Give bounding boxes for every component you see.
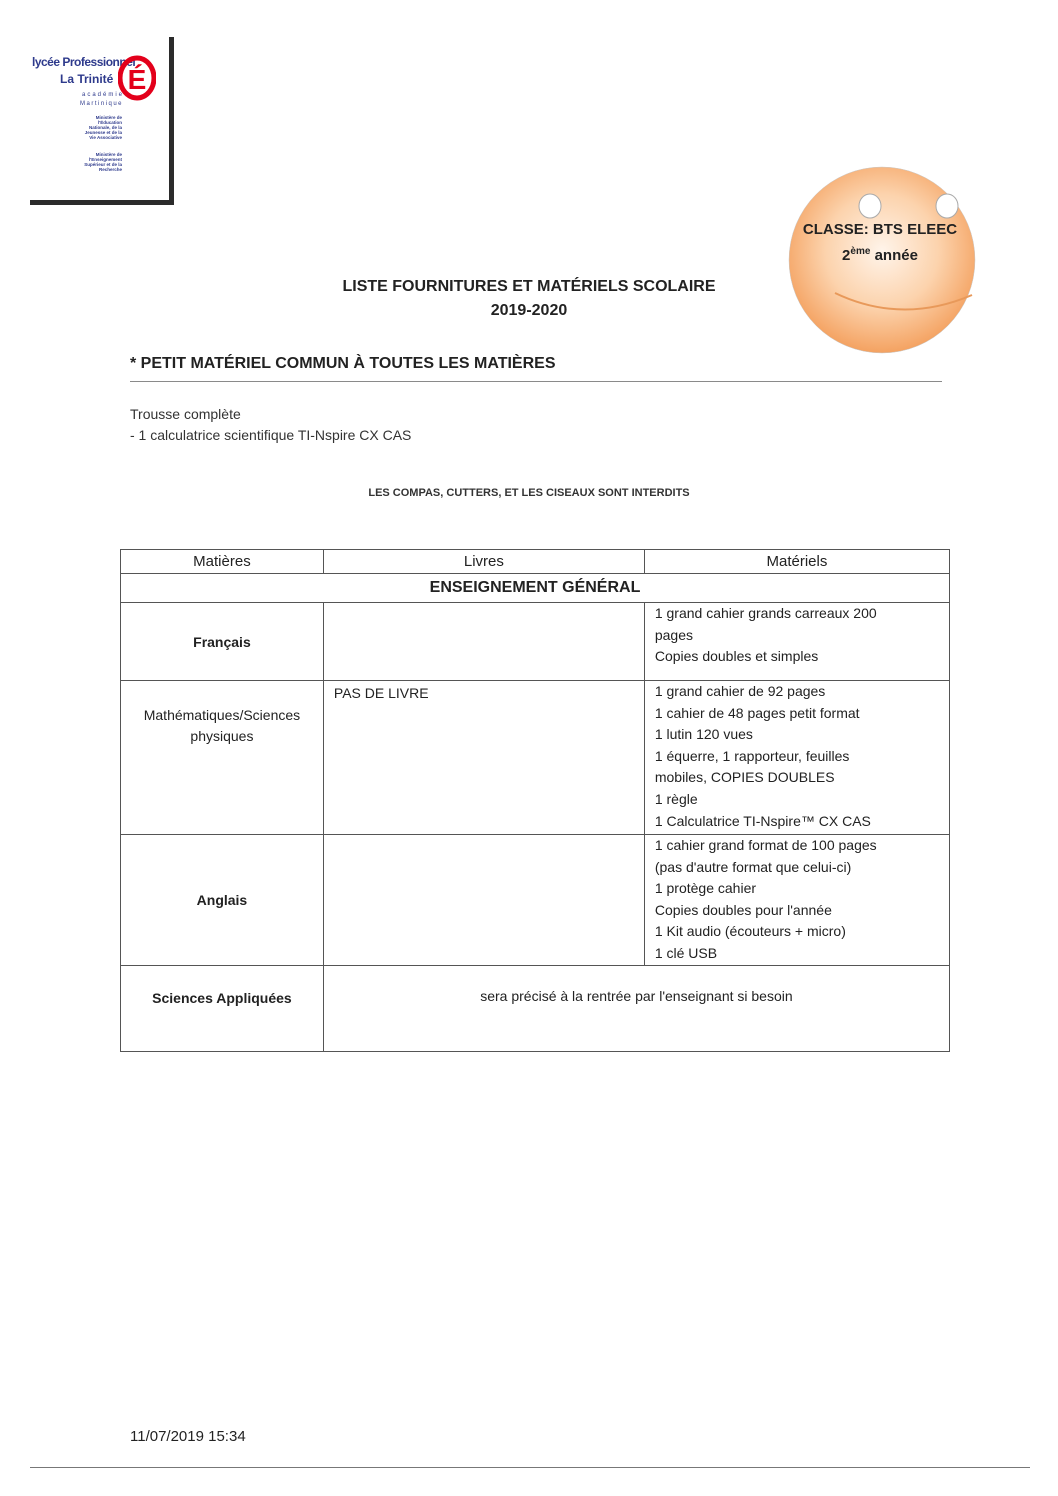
subject-cell: Mathématiques/Sciences physiques xyxy=(121,681,324,835)
materiels-cell xyxy=(644,681,949,835)
materiel-item: pages xyxy=(654,626,693,643)
livres-cell xyxy=(323,603,644,681)
logo-line2: La Trinité xyxy=(60,72,114,86)
footer-divider xyxy=(30,1467,1030,1468)
livres-cell: PAS DE LIVRE xyxy=(323,681,644,835)
materiel-item: 1 règle xyxy=(654,790,698,807)
ministry-text-2: Ministère de l'Enseignement Supérieur et de la Recherche xyxy=(84,152,122,172)
logo-line1: lycée Professionnel xyxy=(32,55,136,69)
materiel-item: 1 équerre, 1 rapporteur, feuilles xyxy=(654,747,850,764)
page-title xyxy=(0,275,1058,323)
common-items xyxy=(130,404,411,446)
section-title: ENSEIGNEMENT GÉNÉRAL xyxy=(121,574,950,603)
class-label xyxy=(800,219,960,267)
header-materiels: Matériels xyxy=(644,550,949,574)
subject-cell: Sciences Appliquées xyxy=(121,965,324,1051)
divider xyxy=(130,381,942,382)
supplies-table xyxy=(120,549,950,1052)
subject-cell: Français xyxy=(121,603,324,681)
materiel-item: 1 clé USB xyxy=(654,944,718,961)
common-item: - 1 calculatrice scientifique TI-Nspire CX CAS xyxy=(130,427,412,443)
table-row xyxy=(121,603,950,681)
materiel-item: (pas d'autre format que celui-ci) xyxy=(654,858,852,875)
table-row xyxy=(121,835,950,966)
logo-line3: académie xyxy=(82,92,125,98)
materiel-item: Copies doubles et simples xyxy=(654,648,819,665)
forbidden-notice: LES COMPAS, CUTTERS, ET LES CISEAUX SONT INTERDITS xyxy=(368,487,690,499)
section-row xyxy=(121,574,950,603)
footer-date: 11/07/2019 15:34 xyxy=(130,1428,246,1445)
ministry-text-1: Ministère de l'Éducation Nationale, de la Jeunesse et de la Vie Associative xyxy=(84,115,122,140)
table-row xyxy=(121,681,950,835)
class-name: CLASSE: BTS ELEEC xyxy=(802,221,958,238)
logo-line4: Martinique xyxy=(80,101,124,107)
subject-cell: Anglais xyxy=(121,835,324,966)
materiel-item: Copies doubles pour l'année xyxy=(654,901,832,918)
materiel-item: 1 grand cahier de 92 pages xyxy=(654,683,826,699)
materiel-item: 1 lutin 120 vues xyxy=(654,726,753,743)
svg-text:É: É xyxy=(127,64,147,95)
title-year: 2019-2020 xyxy=(490,302,568,319)
materiel-item: 1 cahier grand format de 100 pages xyxy=(654,837,877,853)
common-section-heading: * PETIT MATÉRIEL COMMUN À TOUTES LES MATIÈRES xyxy=(130,355,556,372)
school-logo xyxy=(30,37,174,205)
materiel-item: 1 grand cahier grands carreaux 200 xyxy=(654,605,877,621)
title-line1: LISTE FOURNITURES ET MATÉRIELS SCOLAIRE xyxy=(342,278,716,295)
livres-cell xyxy=(323,835,644,966)
materiel-item: 1 Kit audio (écouteurs + micro) xyxy=(654,923,846,940)
smiley-left-eye xyxy=(859,194,881,218)
materiel-item: 1 Calculatrice TI-Nspire™ CX CAS xyxy=(654,812,871,829)
class-year: 2ème année xyxy=(842,246,918,264)
header-matieres: Matières xyxy=(121,550,324,574)
materiel-item: mobiles, COPIES DOUBLES xyxy=(654,769,835,786)
note-cell: sera précisé à la rentrée par l'enseignant si besoin xyxy=(323,965,949,1051)
materiels-cell xyxy=(644,835,949,966)
materiel-item: 1 protège cahier xyxy=(654,880,757,897)
smiley-right-eye xyxy=(936,194,958,218)
header-livres: Livres xyxy=(323,550,644,574)
materiel-item: 1 cahier de 48 pages petit format xyxy=(654,704,860,721)
table-header-row xyxy=(121,550,950,574)
materiels-cell xyxy=(644,603,949,681)
table-row xyxy=(121,965,950,1051)
common-item: Trousse complète xyxy=(130,406,241,422)
